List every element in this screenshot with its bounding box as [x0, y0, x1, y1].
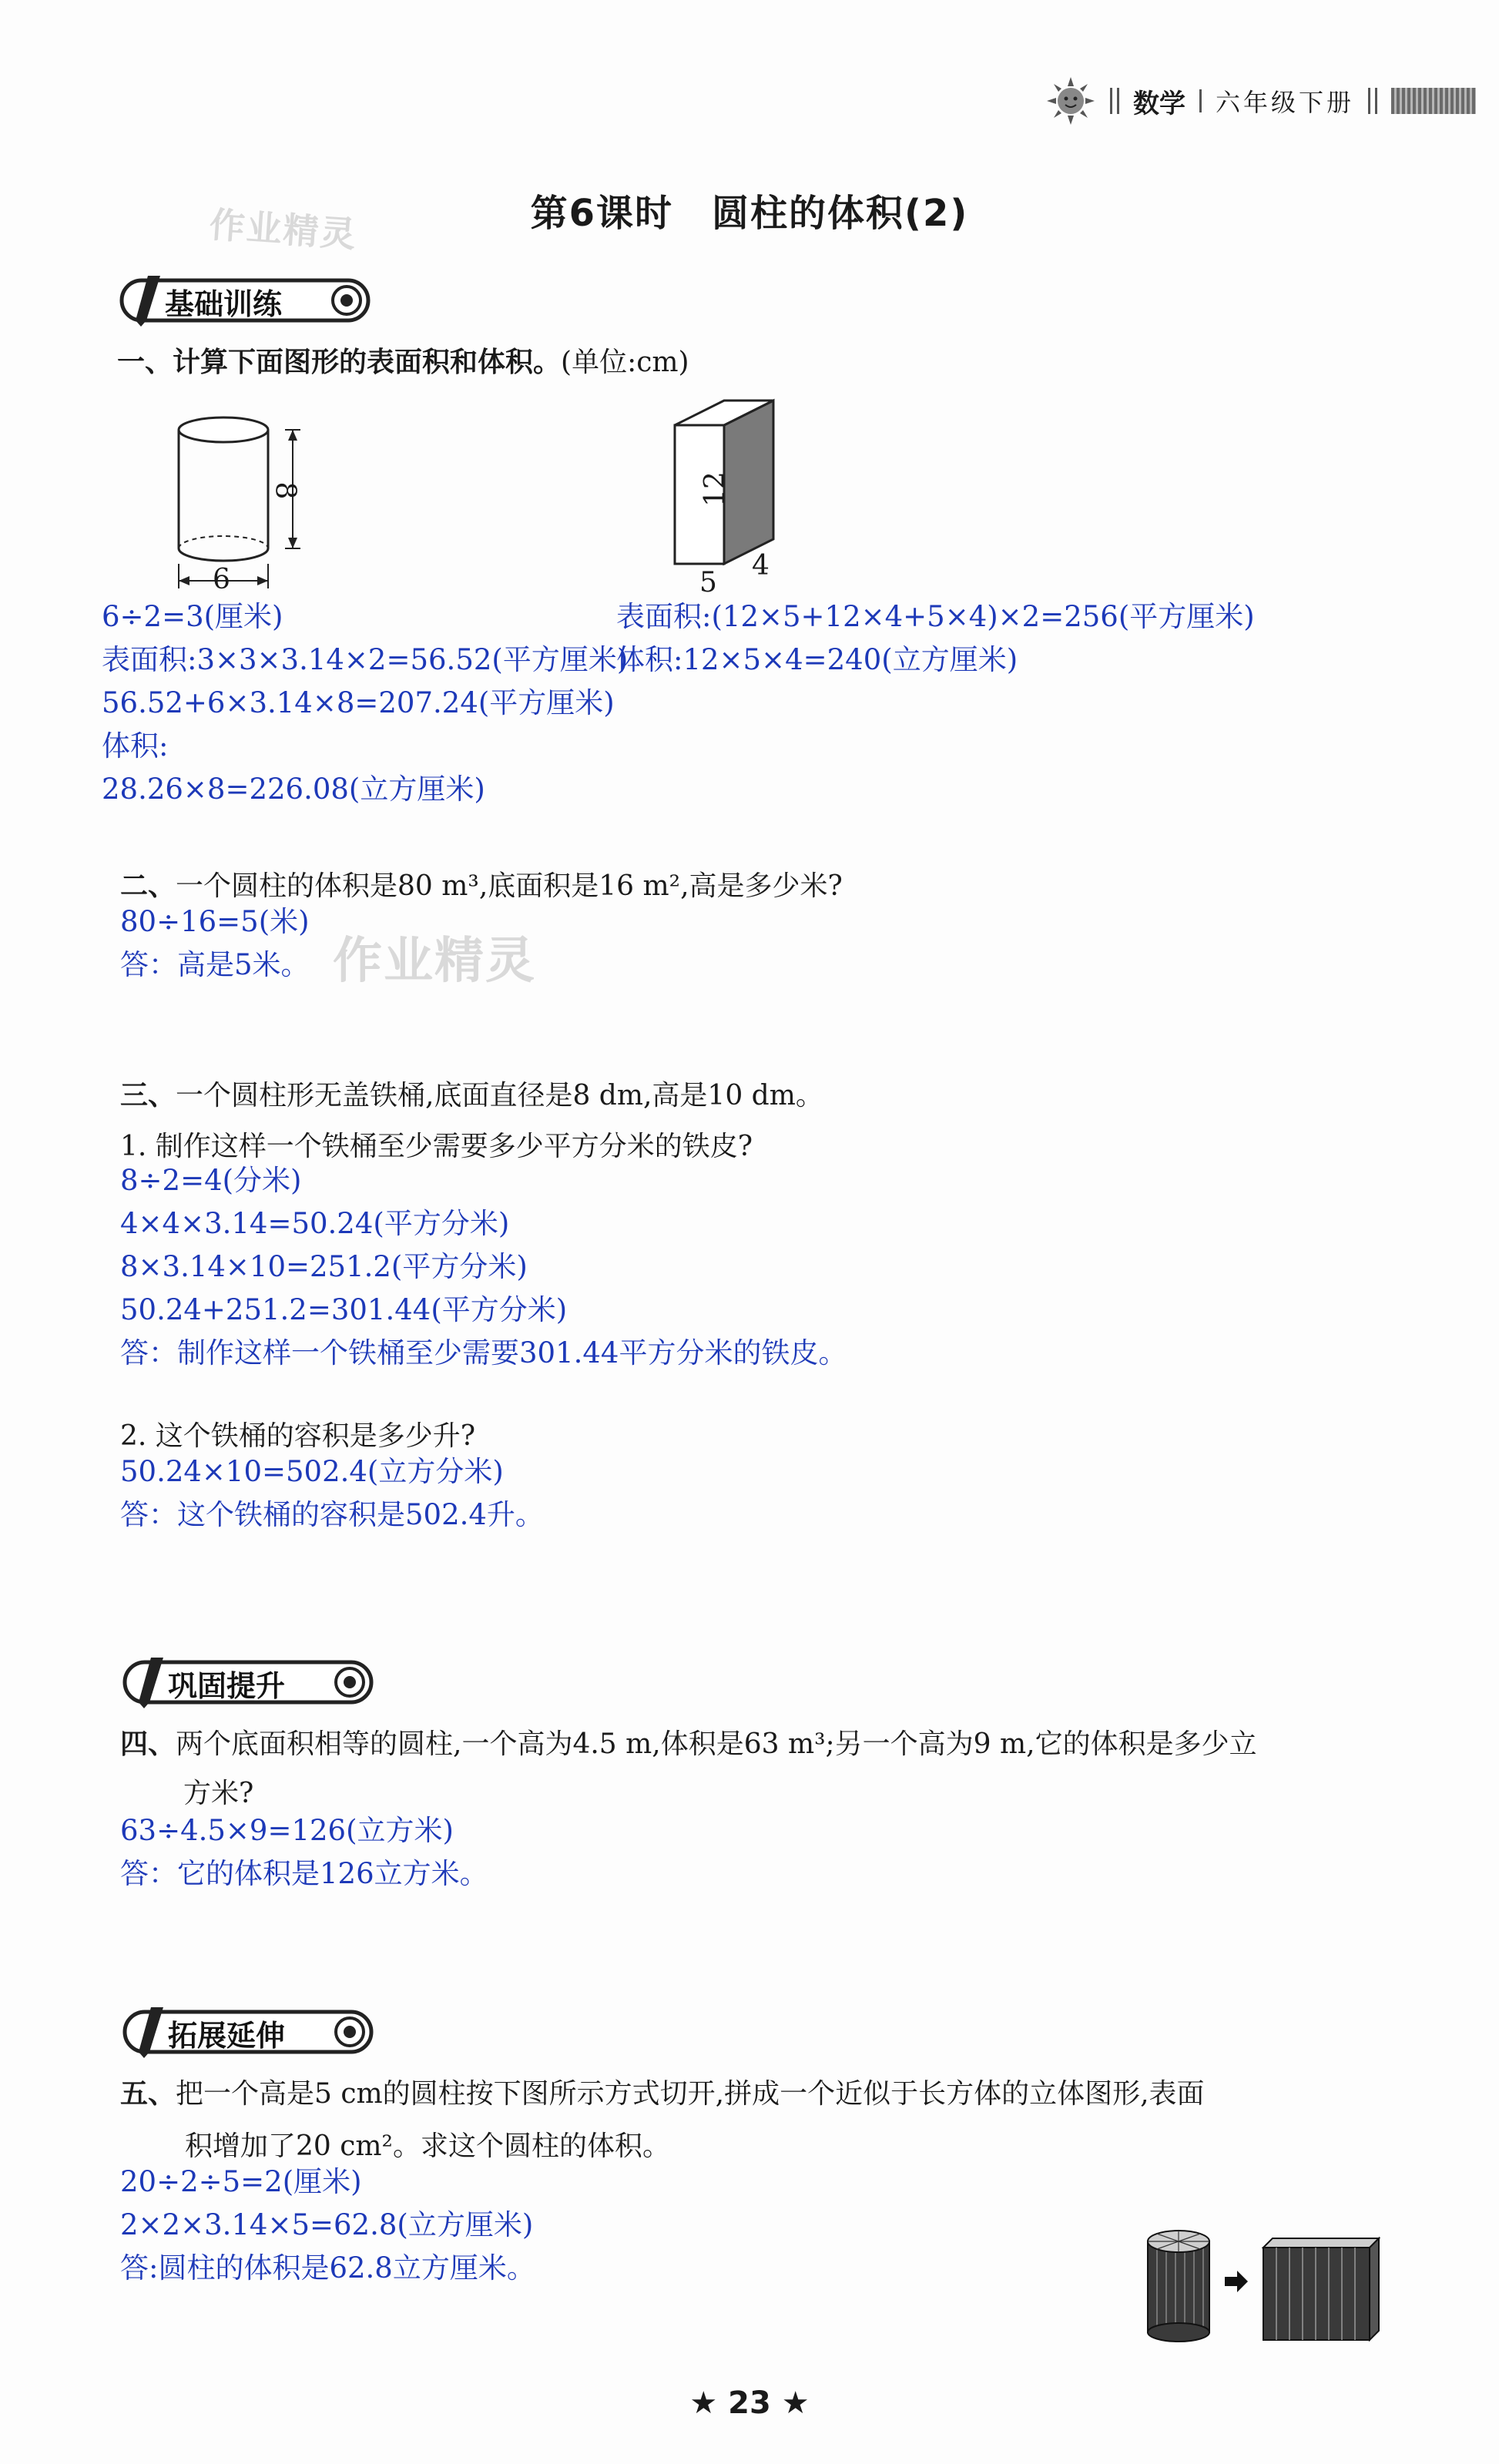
watermark: 作业精灵	[333, 933, 536, 990]
answer-line: 63÷4.5×9=126(立方米)	[120, 1814, 454, 1847]
question-3-text: 一个圆柱形无盖铁桶,底面直径是8 dm,高是10 dm。	[176, 1080, 823, 1111]
question-3-part-2: 2. 这个铁桶的容积是多少升?	[120, 1420, 476, 1452]
question-1-answer-left	[102, 599, 628, 815]
watermark: 作业精灵	[208, 203, 359, 256]
question-5	[120, 2077, 1205, 2112]
question-1-answer-right	[616, 599, 1255, 686]
header-grade: 六年级下册	[1215, 88, 1354, 117]
question-4-text-line-1: 两个底面积相等的圆柱,一个高为4.5 m,体积是63 m³;另一个高为9 m,它的体积是多少立	[176, 1728, 1257, 1760]
answer-line: 答：制作这样一个铁桶至少需要301.44平方分米的铁皮。	[120, 1336, 847, 1369]
header-subject: 数学	[1132, 88, 1185, 119]
question-3-number: 三、	[120, 1080, 176, 1111]
answer-line: 50.24+251.2=301.44(平方分米)	[120, 1293, 568, 1326]
question-5-number: 五、	[120, 2078, 176, 2110]
section-tab-consolidate	[119, 1653, 381, 1710]
answer-line: 80÷16=5(米)	[120, 905, 310, 938]
question-4-answer	[120, 1813, 488, 1899]
answer-line: 50.24×10=502.4(立方分米)	[120, 1455, 504, 1488]
question-3-part-2-answer	[120, 1454, 544, 1540]
cylinder-height-label: 8	[269, 481, 301, 500]
header-divider	[1110, 88, 1119, 114]
answer-line: 体积:	[102, 729, 169, 763]
question-3	[120, 1078, 823, 1114]
question-2	[120, 869, 843, 904]
cuboid-length-label: 5	[699, 567, 717, 598]
answer-line: 8÷2=4(分米)	[120, 1164, 302, 1197]
question-4	[120, 1727, 1257, 1762]
question-5-answer	[120, 2164, 535, 2294]
page-number	[0, 2385, 1499, 2421]
header-divider-small	[1199, 89, 1202, 112]
question-1	[117, 345, 689, 380]
question-4-text-line-2: 方米?	[183, 1778, 254, 1809]
page-title: 第6课时 圆柱的体积(2)	[530, 192, 969, 235]
header-strip	[1391, 88, 1476, 114]
question-3-part-1-answer	[120, 1163, 847, 1379]
question-1-number: 一、	[117, 347, 173, 378]
sun-logo-icon	[1045, 75, 1096, 126]
question-2-text: 一个圆柱的体积是80 m³,底面积是16 m²,高是多少米?	[176, 870, 843, 902]
question-4-number: 四、	[120, 1728, 176, 1760]
question-3-part-1: 1. 制作这样一个铁桶至少需要多少平方分米的铁皮?	[120, 1131, 753, 1162]
answer-line: 4×4×3.14=50.24(平方分米)	[120, 1207, 510, 1240]
question-5-text-line-1: 把一个高是5 cm的圆柱按下图所示方式切开,拼成一个近似于长方体的立体图形,表面	[176, 2078, 1205, 2110]
answer-line: 答：高是5米。	[120, 948, 310, 981]
answer-line: 表面积:(12×5+12×4+5×4)×2=256(平方厘米)	[616, 600, 1255, 633]
answer-line: 答：这个铁桶的容积是502.4升。	[120, 1498, 544, 1531]
section-tab-basic	[116, 271, 377, 328]
star-icon: ★	[781, 2385, 810, 2421]
question-1-unit: (单位:cm)	[561, 347, 689, 378]
section-label-basic: 基础训练	[165, 287, 283, 321]
question-1-text: 计算下面图形的表面积和体积。	[173, 347, 562, 378]
section-tab-extend	[119, 2003, 381, 2060]
answer-line: 8×3.14×10=251.2(平方分米)	[120, 1250, 528, 1283]
cylinder-diameter-label: 6	[213, 564, 230, 595]
answer-line: 20÷2÷5=2(厘米)	[120, 2165, 362, 2198]
answer-line: 56.52+6×3.14×8=207.24(平方厘米)	[102, 686, 615, 719]
answer-line: 6÷2=3(厘米)	[102, 600, 283, 633]
answer-line: 2×2×3.14×5=62.8(立方厘米)	[120, 2208, 534, 2241]
question-5-text-line-2: 积增加了20 cm²。求这个圆柱的体积。	[185, 2130, 670, 2162]
section-label-extend: 拓展延伸	[168, 2019, 286, 2053]
cylinder-cut-figure	[1140, 2224, 1394, 2348]
section-label-consolidate: 巩固提升	[168, 1669, 286, 1703]
page-number-value: 23	[728, 2385, 771, 2421]
question-2-number: 二、	[120, 870, 176, 902]
cuboid-height-label: 12	[699, 471, 731, 507]
cuboid-width-label: 4	[752, 550, 770, 582]
answer-line: 表面积:3×3×3.14×2=56.52(平方厘米)	[102, 643, 629, 676]
answer-line: 28.26×8=226.08(立方厘米)	[102, 773, 485, 806]
header-divider	[1368, 88, 1377, 114]
star-icon: ★	[689, 2385, 718, 2421]
answer-line: 体积:12×5×4=240(立方厘米)	[616, 643, 1018, 676]
answer-line: 答:圆柱的体积是62.8立方厘米。	[120, 2251, 535, 2285]
question-2-answer	[120, 904, 310, 991]
answer-line: 答：它的体积是126立方米。	[120, 1857, 488, 1890]
cylinder-figure	[169, 413, 324, 598]
page-header	[1045, 74, 1476, 128]
